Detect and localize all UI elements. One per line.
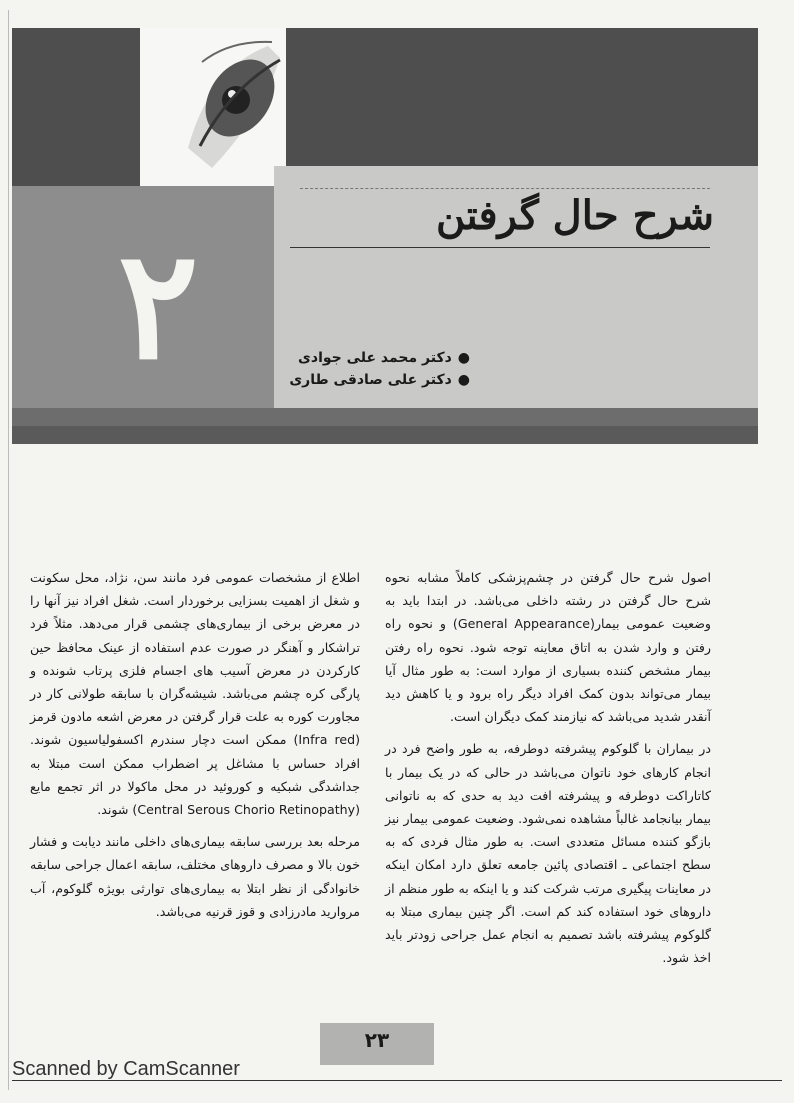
paragraph: اطلاع از مشخصات عمومی فرد مانند سن، نژاد، محل سکونت و شغل از اهمیت بسزایی برخوردار است. شغل افراد نیز آنها را در معرض برخی از بیماری‌های چشمی قرار می‌دهد. مثلاً فرد تراشکار و آهنگر در صورت عدم استفاده از عینک محافظ حین کارکردن در معرض آسیب های اجسام فلزی پرتاب شونده و پارگی کره چشم می‌باشد. شیشه‌گران با سابقه طولانی کار در مجاورت کوره به علت قرار گرفتن در معرض اشعه مادون قرمز (Infra red) ممکن است دچار سندرم اکسفولیاسیون شوند. افراد حساس با مشاغل پر اضطراب ممکن است مبتلا به جداشدگی شبکیه و کوروئید در محل ماکولا در اثر تجمع مایع (Central Serous Chorio Retinopathy) شوند. <box>30 570 361 818</box>
page-number: ۲۳ <box>364 1028 390 1052</box>
header-dark-panel-right <box>286 28 758 166</box>
author-item <box>289 350 470 366</box>
dashed-rule <box>300 188 710 189</box>
chapter-number: ۲ <box>118 217 199 393</box>
chapter-title: شرح حال گرفتن <box>436 192 714 239</box>
title-underline <box>290 247 710 248</box>
paragraph: در بیماران با گلوکوم پیشرفته دوطرفه، به طور واضح فرد در انجام کارهای خود ناتوان می‌باشد در حالی که در یک بیمار با کاتاراکت دوطرفه و پیشرفته افت دید به حدی که به ناتوانی بیمار بیانجامد غالباً مشاهده نمی‌شود. وضعیت عمومی بیمار نیز بازگو کننده مسائل متعددی است. به طور مثال فردی که به سطح اجتماعی ـ اقتصادی پائین جامعه تعلق دارد امکان اینکه در معاینات پیگیری مرتب شرکت کند و یا اینکه به طور منظم از داروهای خود استفاده کند کم است. اگر چنین بیماری مبتلا به گلوکوم پیشرفته باشد تصمیم به انجام عمل جراحی زودتر باید اخذ شود. <box>385 741 711 966</box>
left-column <box>30 566 360 932</box>
eye-photo <box>140 28 286 186</box>
bottom-rule <box>12 1080 782 1081</box>
author-list <box>289 350 470 394</box>
eye-icon <box>140 28 286 186</box>
author-name: دکتر محمد علی جوادی <box>298 350 452 366</box>
right-column <box>385 566 711 978</box>
header-dark-panel-left <box>12 28 140 186</box>
paragraph: مرحله بعد بررسی سابقه بیماری‌های داخلی مانند دیابت و فشار خون بالا و مصرف داروهای مختلف، سابقه اعمال جراحی سابقه خانوادگی از نظر ابتلا به بیماری‌های توارثی بویژه گلوکوم، آب مروارید مادرزادی و قوز قرنیه می‌باشد. <box>30 834 360 919</box>
scanner-watermark: Scanned by CamScanner <box>12 1058 240 1080</box>
author-name: دکتر علی صادقی طاری <box>289 372 452 388</box>
paragraph: اصول شرح حال گرفتن در چشم‌پزشکی کاملاً مشابه نحوه شرح حال گرفتن در رشته داخلی می‌باشد. در ابتدا باید به وضعیت عمومی بیمار(General Appearance) و نحوه راه رفتن و وارد شدن به اتاق معاینه توجه شود. نحوه راه رفتن بیمار مشخص کننده بسیاری از موارد است: به طور مثال آیا بیمار می‌تواند بدون کمک افراد دیگر راه برود و یا کاهش دید آنقدر شدید می‌باشد که نیازمند کمک دیگران است. <box>385 570 711 725</box>
bullet-icon: ● <box>457 350 470 366</box>
author-item <box>289 372 470 388</box>
bullet-icon: ● <box>457 372 470 388</box>
header-bottom-strip-dark <box>12 426 758 444</box>
